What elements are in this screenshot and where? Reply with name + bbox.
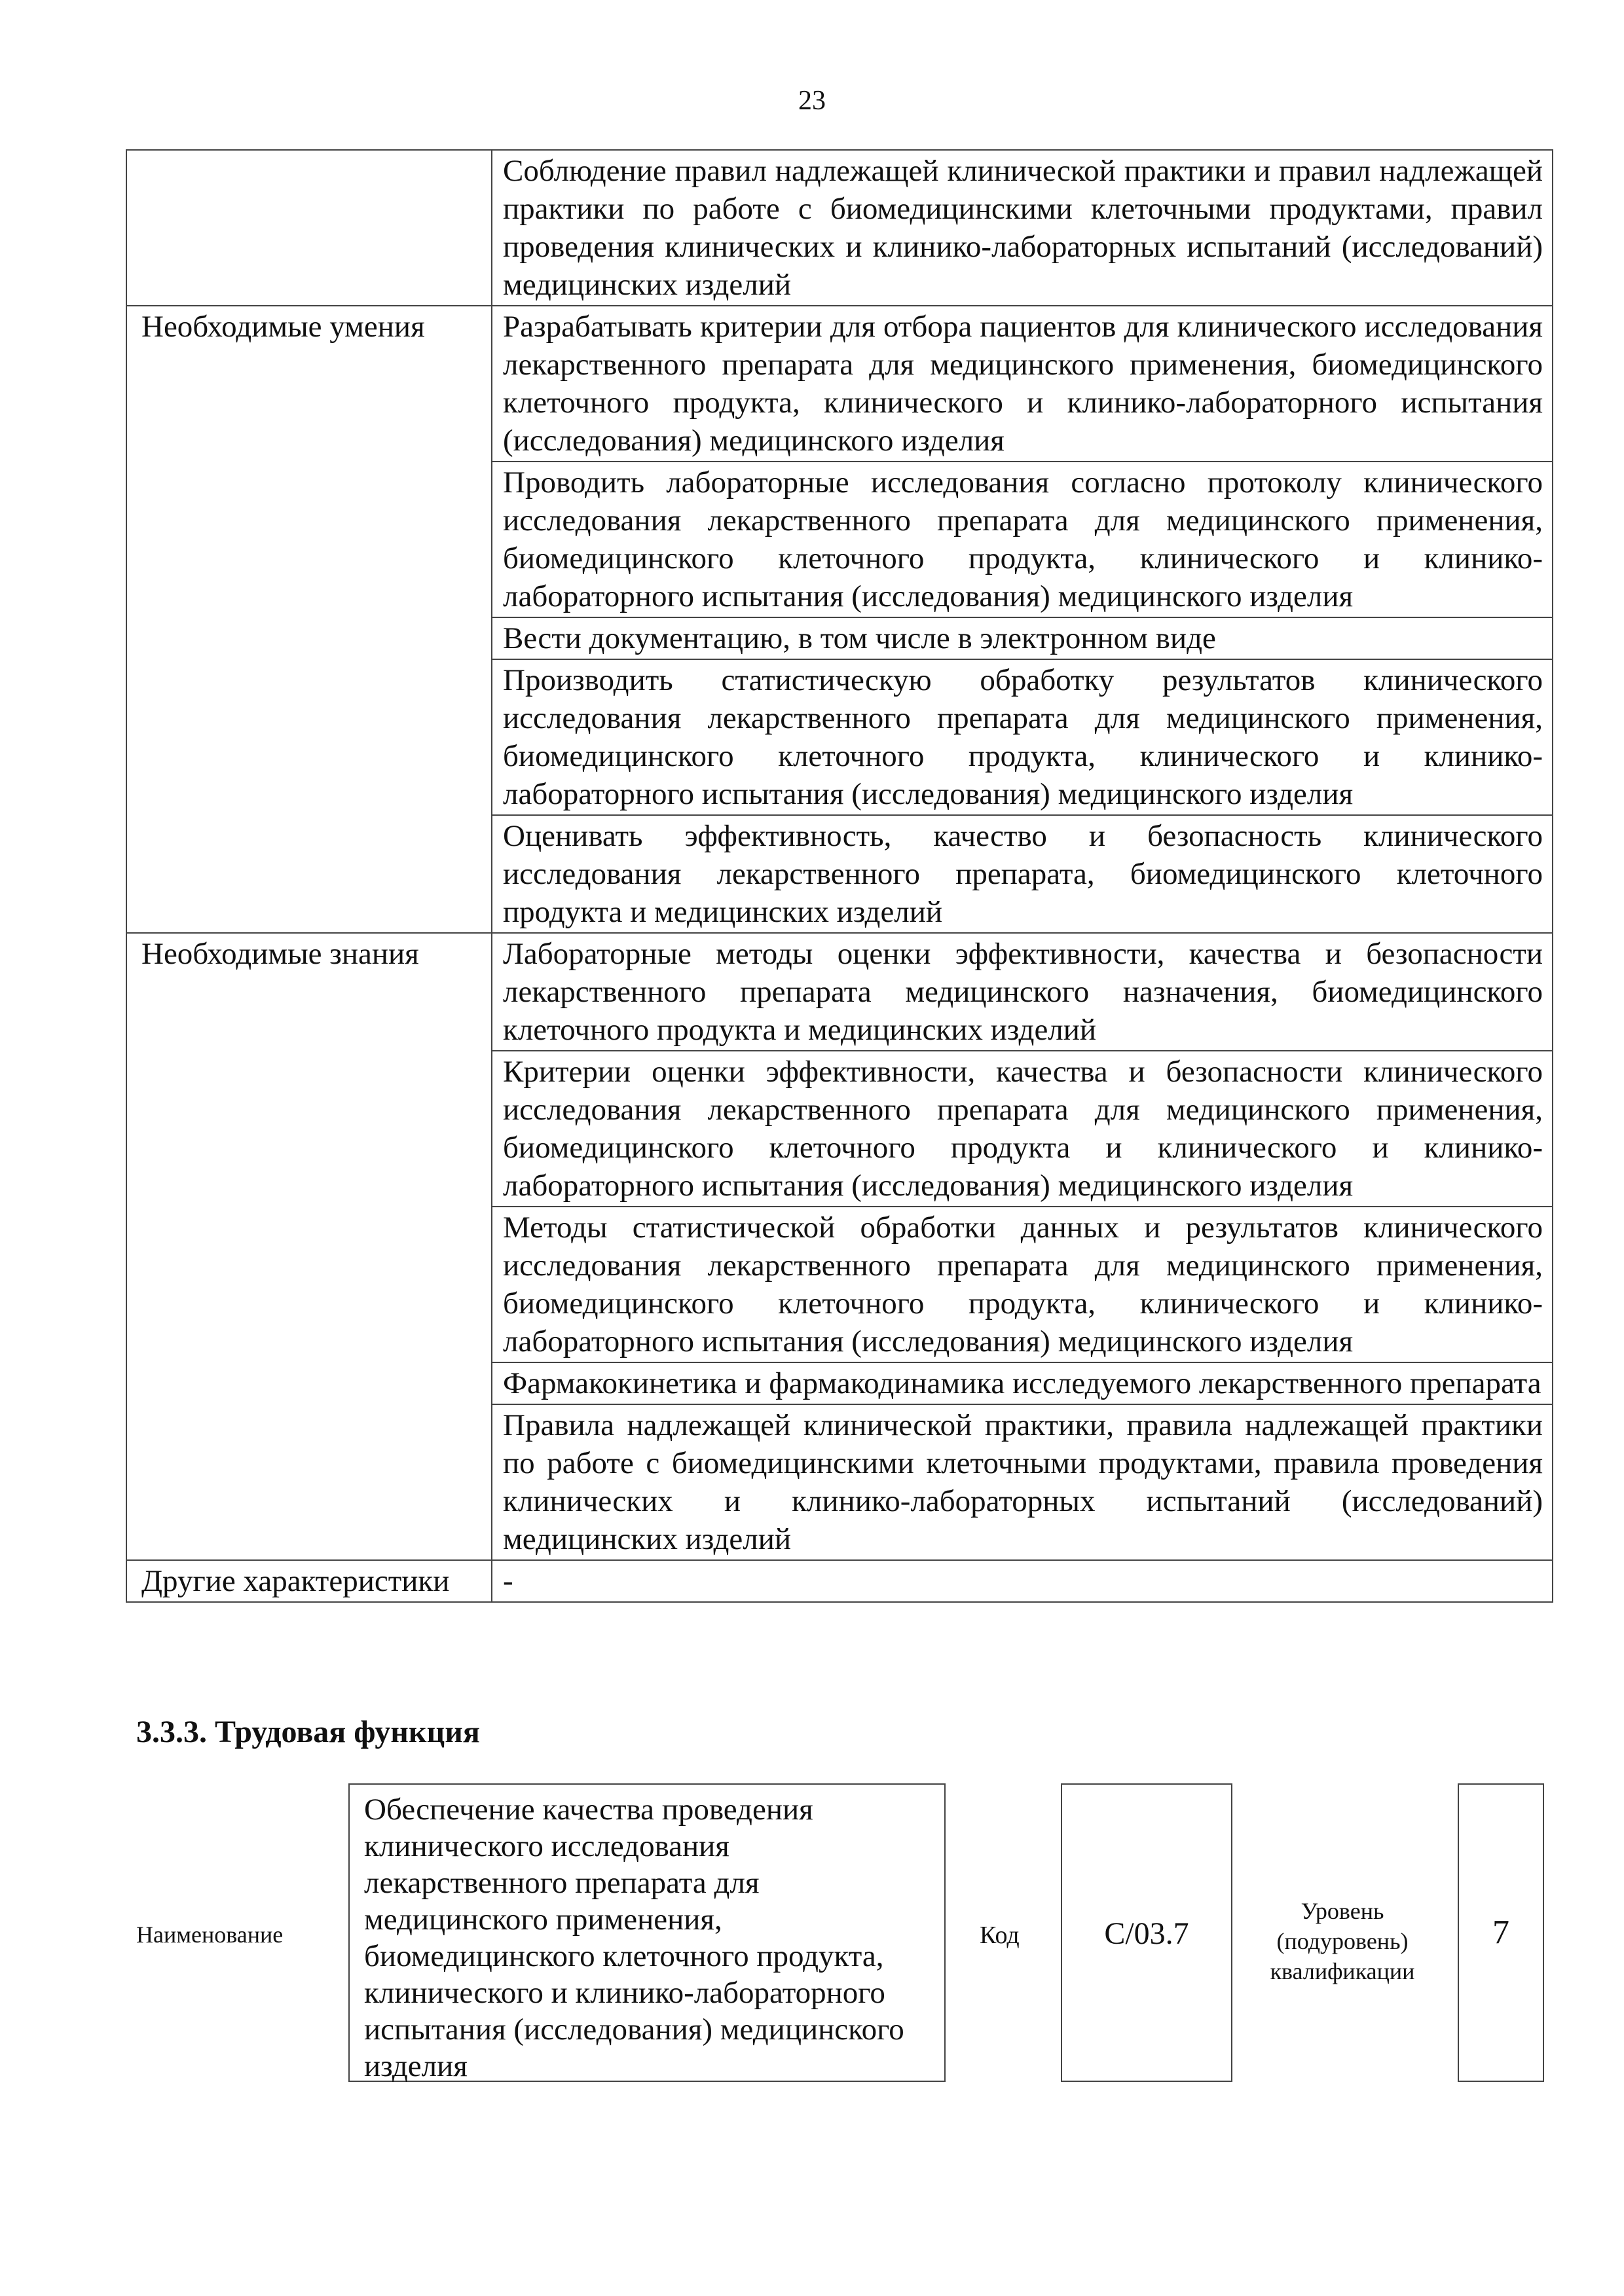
row-label-cell bbox=[126, 815, 492, 933]
table-row bbox=[126, 150, 1553, 306]
table-row bbox=[126, 1051, 1553, 1207]
row-label-knowledge: Необходимые знания bbox=[126, 933, 492, 1051]
table-row bbox=[126, 617, 1553, 659]
row-label-cell bbox=[126, 1362, 492, 1404]
table-row bbox=[126, 1560, 1553, 1602]
row-content-cell: Проводить лабораторные исследования согласно протоколу клинического исследования лекарственного препарата для медицинского применения, биомедицинского клеточного продукта, клинического и клинико-лабораторного испытания (исследования) медицинского изделия bbox=[492, 462, 1553, 617]
page-number: 23 bbox=[798, 86, 826, 116]
row-content-cell: Критерии оценки эффективности, качества и безопасности клинического исследования лекарственного препарата для медицинского применения, биомедицинского клеточного продукта и клинического и клинико-лабораторного испытания (исследования) медицинского изделия bbox=[492, 1051, 1553, 1207]
row-label-cell bbox=[126, 617, 492, 659]
code-value-box bbox=[1061, 1783, 1232, 2082]
row-content-cell: Соблюдение правил надлежащей клинической практики и правил надлежащей практики по работе с биомедицинскими клеточными продуктами, правил проведения клинических и клинико-лабораторных испытаний (исследований) медицинских изделий bbox=[492, 150, 1553, 306]
row-label-cell bbox=[126, 659, 492, 815]
row-content-cell: Разрабатывать критерии для отбора пациентов для клинического исследования лекарственного препарата для медицинского применения, биомедицинского клеточного продукта, клинического и клинико-лабораторного испытания (исследования) медицинского изделия bbox=[492, 306, 1553, 462]
level-label-line: Уровень bbox=[1301, 1898, 1384, 1924]
row-label-cell bbox=[126, 1051, 492, 1207]
row-content-cell: - bbox=[492, 1560, 1553, 1602]
row-label-skills: Необходимые умения bbox=[126, 306, 492, 462]
section-heading: 3.3.3. Трудовая функция bbox=[136, 1715, 480, 1749]
table-row bbox=[126, 815, 1553, 933]
code-label: Код bbox=[980, 1922, 1020, 1949]
row-content-cell: Правила надлежащей клинической практики, правила надлежащей практики по работе с биомедицинскими клеточными продуктами, правила проведения клинических и клинико-лабораторных испытаний (исследований) медицинских изделий bbox=[492, 1404, 1553, 1560]
row-label-cell bbox=[126, 462, 492, 617]
table-row bbox=[126, 1207, 1553, 1362]
table-row bbox=[126, 933, 1553, 1051]
row-content-cell: Методы статистической обработки данных и результатов клинического исследования лекарственного препарата для медицинского применения, биомедицинского клеточного продукта, клинического и клинико-лабораторного испытания (исследования) медицинского изделия bbox=[492, 1207, 1553, 1362]
code-value: C/03.7 bbox=[1104, 1916, 1189, 1951]
table-row bbox=[126, 306, 1553, 462]
table-row bbox=[126, 1404, 1553, 1560]
level-value-box bbox=[1458, 1783, 1544, 2082]
row-label-other: Другие характеристики bbox=[126, 1560, 492, 1602]
name-label: Наименование bbox=[136, 1922, 284, 1948]
requirements-table bbox=[126, 149, 1553, 1603]
row-content-cell: Лабораторные методы оценки эффективности, качества и безопасности лекарственного препарата медицинского назначения, биомедицинского клеточного продукта и медицинских изделий bbox=[492, 933, 1553, 1051]
row-label-cell bbox=[126, 1404, 492, 1560]
row-content-cell: Вести документацию, в том числе в электронном виде bbox=[492, 617, 1553, 659]
table-row bbox=[126, 1362, 1553, 1404]
row-content-cell: Производить статистическую обработку результатов клинического исследования лекарственного препарата для медицинского применения, биомедицинского клеточного продукта, клинического и клинико-лабораторного испытания (исследования) медицинского изделия bbox=[492, 659, 1553, 815]
level-label-line: квалификации bbox=[1270, 1958, 1415, 1984]
table-row bbox=[126, 659, 1553, 815]
row-content-cell: Фармакокинетика и фармакодинамика исследуемого лекарственного препарата bbox=[492, 1362, 1553, 1404]
level-value: 7 bbox=[1492, 1914, 1509, 1951]
row-label-cell bbox=[126, 150, 492, 306]
level-label-line: (подуровень) bbox=[1276, 1928, 1409, 1954]
name-value-box: Обеспечение качества проведения клинического исследования лекарственного препарата для медицинского применения, биомедицинского клеточного продукта, клинического и клинико-лабораторного испытания (исследования) медицинского изделия bbox=[348, 1783, 946, 2082]
table-row bbox=[126, 462, 1553, 617]
row-label-cell bbox=[126, 1207, 492, 1362]
level-label bbox=[1244, 1896, 1441, 1986]
row-content-cell: Оценивать эффективность, качество и безопасность клинического исследования лекарственного препарата, биомедицинского клеточного продукта и медицинских изделий bbox=[492, 815, 1553, 933]
